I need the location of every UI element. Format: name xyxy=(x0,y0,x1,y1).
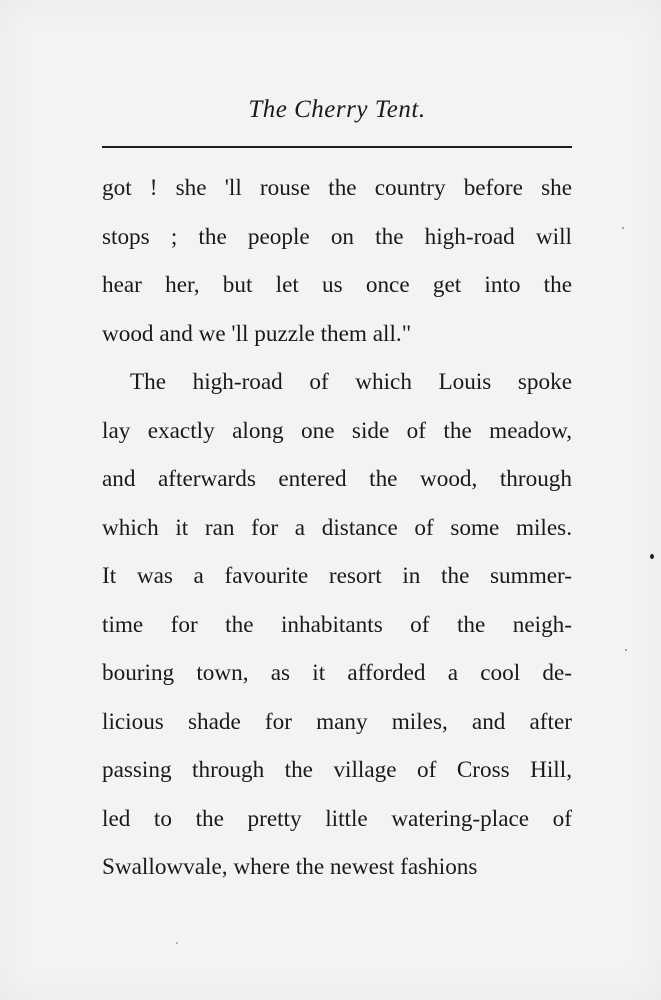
running-title: The Cherry Tent. xyxy=(248,96,426,123)
text-line: licious shade for many miles, and after xyxy=(102,708,572,735)
body-text xyxy=(102,164,572,892)
text-line: passing through the village of Cross Hill, xyxy=(102,757,572,783)
text-line: Swallowvale, where the newest fashions xyxy=(102,854,478,880)
header-rule xyxy=(102,146,572,148)
text-line: stops ; the people on the high-road will xyxy=(102,223,572,250)
text-line: time for the inhabitants of the neigh- xyxy=(102,611,572,638)
text-line: led to the pretty little watering-place of xyxy=(102,805,572,832)
text-line: lay exactly along one side of the meadow, xyxy=(102,417,572,444)
text-line: wood and we 'll puzzle them all." xyxy=(102,320,412,347)
paragraph xyxy=(102,164,572,358)
ink-speck xyxy=(625,649,627,651)
ink-speck xyxy=(650,554,654,559)
text-line: which it ran for a distance of some miles. xyxy=(102,514,572,541)
text-line: The high-road of which Louis spoke xyxy=(130,369,572,395)
paragraph xyxy=(102,358,572,892)
page-header xyxy=(102,96,572,124)
ink-speck xyxy=(622,227,624,229)
ink-speck xyxy=(176,942,178,944)
text-line: got ! she 'll rouse the country before she xyxy=(102,175,572,201)
text-line: It was a favourite resort in the summer- xyxy=(102,563,572,589)
text-line: bouring town, as it afforded a cool de- xyxy=(102,660,572,686)
text-line: and afterwards entered the wood, through xyxy=(102,466,572,492)
text-line: hear her, but let us once get into the xyxy=(102,272,572,298)
